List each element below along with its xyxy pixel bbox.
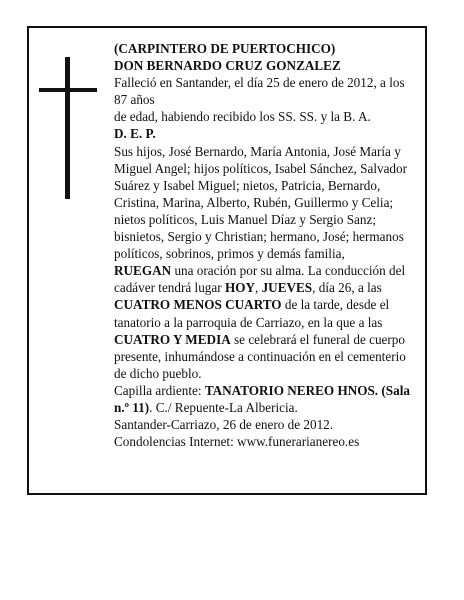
place-date-line: Santander-Carriazo, 26 de enero de 2012. bbox=[114, 417, 334, 433]
occupation-line: (CARPINTERO DE PUERTOCHICO) bbox=[114, 41, 336, 56]
condolences-line: Condolencias Internet: www.funerarianereo.es bbox=[114, 434, 360, 450]
chapel-name: TANATORIO NEREO HNOS. (Sala n.º 11) bbox=[114, 382, 410, 415]
cross-icon bbox=[39, 57, 99, 199]
chapel-label: Capilla ardiente: bbox=[114, 382, 205, 398]
funeral-text: se celebrará el funeral de cuerpo presente, inhumándose a continuación en el cementerio de dicho pueblo. bbox=[114, 331, 406, 381]
departure-time: CUATRO MENOS CUARTO bbox=[114, 297, 282, 313]
day-text: , día 26, a las bbox=[312, 280, 382, 296]
hoy-word: HOY bbox=[224, 280, 255, 296]
comma-separator: , bbox=[254, 280, 262, 296]
jueves-word: JUEVES bbox=[261, 280, 313, 296]
ceremony-paragraph bbox=[114, 262, 419, 382]
death-line: Falleció en Santander, el día 25 de enero de 2012, a los 87 años bbox=[114, 75, 405, 108]
chapel-address: . C./ Repuente-La Albericia. bbox=[149, 399, 298, 415]
rip-line: D. E. P. bbox=[114, 126, 156, 142]
sacraments-line: de edad, habiendo recibido los SS. SS. y la B. A. bbox=[114, 109, 371, 125]
ruegan-word: RUEGAN bbox=[114, 263, 172, 279]
obituary-notice bbox=[27, 26, 427, 495]
deceased-name: DON BERNARDO CRUZ GONZALEZ bbox=[114, 58, 341, 74]
cross-vertical-bar bbox=[65, 57, 70, 199]
departure-text: de la tarde, desde el tanatorio a la parroquia de Carriazo, en la que a las bbox=[114, 297, 390, 330]
family-paragraph: Sus hijos, José Bernardo, María Antonia, José María y Miguel Angel; hijos políticos, Isabel Sánchez, Salvador Suárez y Isabel Miguel; nietos, Patricia, Bernardo, Cristina, Marina, Alberto, Rubén, Guillermo y Celia; nietos políticos, Luis Manuel Díaz y Sergio Sanz; bisnietos, Sergio y Christian; hermano, José; hermanos políticos, sobrinos, primos y demás familia, bbox=[114, 143, 408, 262]
cross-horizontal-bar bbox=[39, 88, 97, 92]
funeral-time: CUATRO Y MEDIA bbox=[114, 331, 231, 347]
chapel-paragraph bbox=[114, 382, 419, 416]
ruegan-text: una oración por su alma. La conducción del cadáver tendrá lugar bbox=[114, 263, 406, 296]
obituary-text bbox=[114, 40, 419, 450]
